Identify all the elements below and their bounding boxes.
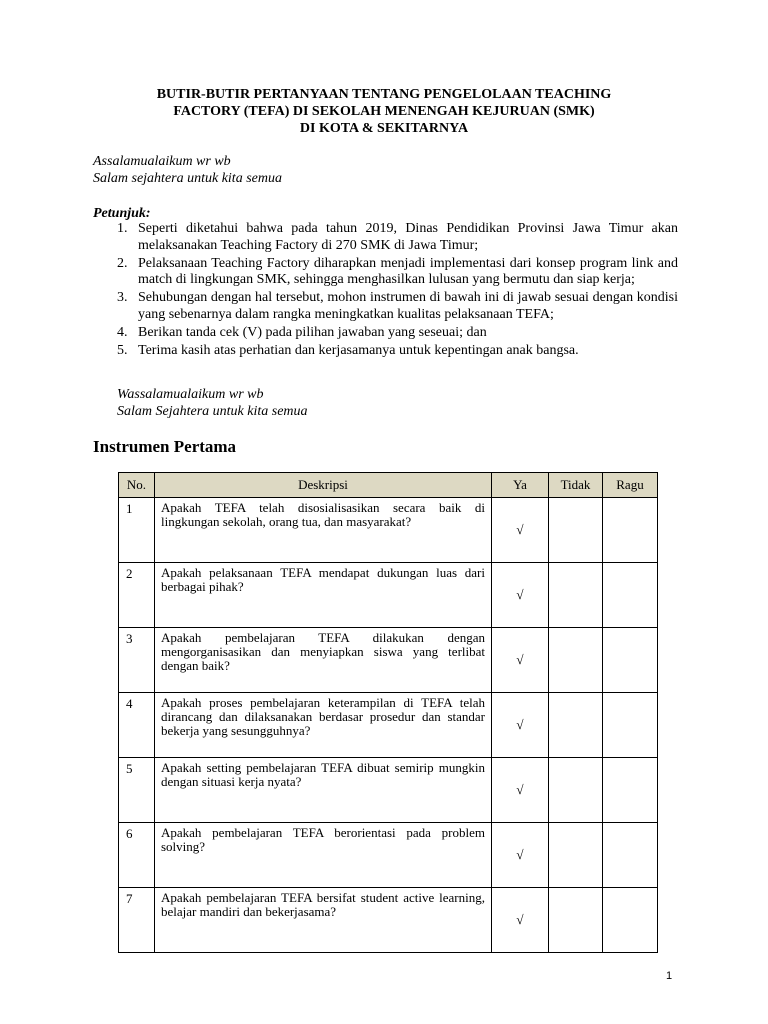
answer-ragu-cell[interactable]: [603, 498, 658, 563]
answer-ragu-cell[interactable]: [603, 693, 658, 758]
table-row: [119, 888, 658, 953]
answer-tidak-cell[interactable]: [549, 563, 603, 628]
answer-ya-cell[interactable]: √: [492, 693, 549, 758]
header-deskripsi: Deskripsi: [155, 473, 492, 498]
instruction-item: [117, 221, 678, 254]
answer-tidak-cell[interactable]: [549, 498, 603, 563]
closing-line-1: Wassalamualaikum wr wb: [117, 387, 264, 402]
closing-line-2: Salam Sejahtera untuk kita semua: [117, 404, 308, 419]
instructions-list: [117, 221, 678, 361]
instruction-text: Pelaksanaan Teaching Factory diharapkan menjadi implementasi dari konsep program link and match di lingkungan SMK, sehingga menghasilkan lulusan yang bermutu dan siap kerja;: [138, 255, 678, 287]
table-row: [119, 498, 658, 563]
instruction-number: 4.: [117, 324, 128, 340]
row-number-cell: 4: [119, 693, 155, 758]
answer-ragu-cell[interactable]: [603, 888, 658, 953]
instruction-number: 2.: [117, 255, 128, 271]
table-row: [119, 628, 658, 693]
row-number-cell: 5: [119, 758, 155, 823]
instruction-number: 1.: [117, 221, 128, 236]
instruction-text: Seperti diketahui bahwa pada tahun 2019, Dinas Pendidikan Provinsi Jawa Timur akan melaksanakan Teaching Factory di 270 SMK di Jawa Timur;: [138, 221, 678, 253]
instructions-heading: Petunjuk:: [93, 206, 151, 221]
table-header-row: [119, 473, 658, 498]
row-description-cell: Apakah pembelajaran TEFA dilakukan dengan mengorganisasikan dan menyiapkan siswa yang terlibat dengan baik?: [155, 628, 492, 693]
instruction-item: [117, 256, 678, 289]
row-description-cell: Apakah proses pembelajaran keterampilan di TEFA telah dirancang dan dilaksanakan berdasar prosedur dan standar bekerja yang sesungguhnya?: [155, 693, 492, 758]
row-description-cell: Apakah pembelajaran TEFA berorientasi pada problem solving?: [155, 823, 492, 888]
table-row: [119, 563, 658, 628]
table-row: [119, 823, 658, 888]
header-no: No.: [119, 473, 155, 498]
answer-ya-cell[interactable]: √: [492, 888, 549, 953]
greeting-line-1: Assalamualaikum wr wb: [93, 154, 231, 169]
instruction-text: Terima kasih atas perhatian dan kerjasamanya untuk kepentingan anak bangsa.: [138, 342, 579, 358]
greeting-line-2: Salam sejahtera untuk kita semua: [93, 171, 282, 186]
section-title: Instrumen Pertama: [93, 437, 237, 456]
instruction-item: [117, 343, 678, 360]
instruction-text: Sehubungan dengan hal tersebut, mohon instrumen di bawah ini di jawab sesuai dengan kondisi yang sebenarnya dalam rangka meningkatkan kualitas pelaksanaan TEFA;: [138, 290, 678, 322]
answer-ragu-cell[interactable]: [603, 628, 658, 693]
row-number-cell: 2: [119, 563, 155, 628]
instruction-item: [117, 325, 678, 342]
answer-tidak-cell[interactable]: [549, 888, 603, 953]
answer-ya-cell[interactable]: √: [492, 628, 549, 693]
answer-ya-cell[interactable]: √: [492, 758, 549, 823]
document-title: [0, 86, 768, 137]
row-description-cell: Apakah setting pembelajaran TEFA dibuat semirip mungkin dengan situasi kerja nyata?: [155, 758, 492, 823]
header-ya: Ya: [492, 473, 549, 498]
row-number-cell: 7: [119, 888, 155, 953]
instruction-number: 3.: [117, 290, 128, 305]
title-line-3: DI KOTA & SEKITARNYA: [299, 121, 469, 136]
instruction-item: [117, 290, 678, 323]
table-body: [119, 498, 658, 953]
row-number-cell: 6: [119, 823, 155, 888]
answer-tidak-cell[interactable]: [549, 693, 603, 758]
instrument-table: [118, 472, 658, 953]
answer-ya-cell[interactable]: √: [492, 563, 549, 628]
answer-tidak-cell[interactable]: [549, 758, 603, 823]
table-row: [119, 758, 658, 823]
row-number-cell: 3: [119, 628, 155, 693]
page-number: 1: [666, 970, 673, 982]
instruction-number: 5.: [117, 342, 128, 358]
title-line-1: BUTIR-BUTIR PERTANYAAN TENTANG PENGELOLAAN TEACHING: [156, 87, 612, 102]
answer-ragu-cell[interactable]: [603, 563, 658, 628]
row-description-cell: Apakah pelaksanaan TEFA mendapat dukungan luas dari berbagai pihak?: [155, 563, 492, 628]
header-tidak: Tidak: [549, 473, 603, 498]
table-row: [119, 693, 658, 758]
answer-ragu-cell[interactable]: [603, 758, 658, 823]
answer-tidak-cell[interactable]: [549, 823, 603, 888]
row-description-cell: Apakah TEFA telah disosialisasikan secara baik di lingkungan sekolah, orang tua, dan masyarakat?: [155, 498, 492, 563]
title-line-2: FACTORY (TEFA) DI SEKOLAH MENENGAH KEJURUAN (SMK): [173, 104, 595, 119]
answer-ragu-cell[interactable]: [603, 823, 658, 888]
row-description-cell: Apakah pembelajaran TEFA bersifat student active learning, belajar mandiri dan bekerjasama?: [155, 888, 492, 953]
answer-tidak-cell[interactable]: [549, 628, 603, 693]
answer-ya-cell[interactable]: √: [492, 823, 549, 888]
answer-ya-cell[interactable]: √: [492, 498, 549, 563]
row-number-cell: 1: [119, 498, 155, 563]
header-ragu: Ragu: [603, 473, 658, 498]
instruction-text: Berikan tanda cek (V) pada pilihan jawaban yang seseuai; dan: [138, 324, 487, 340]
